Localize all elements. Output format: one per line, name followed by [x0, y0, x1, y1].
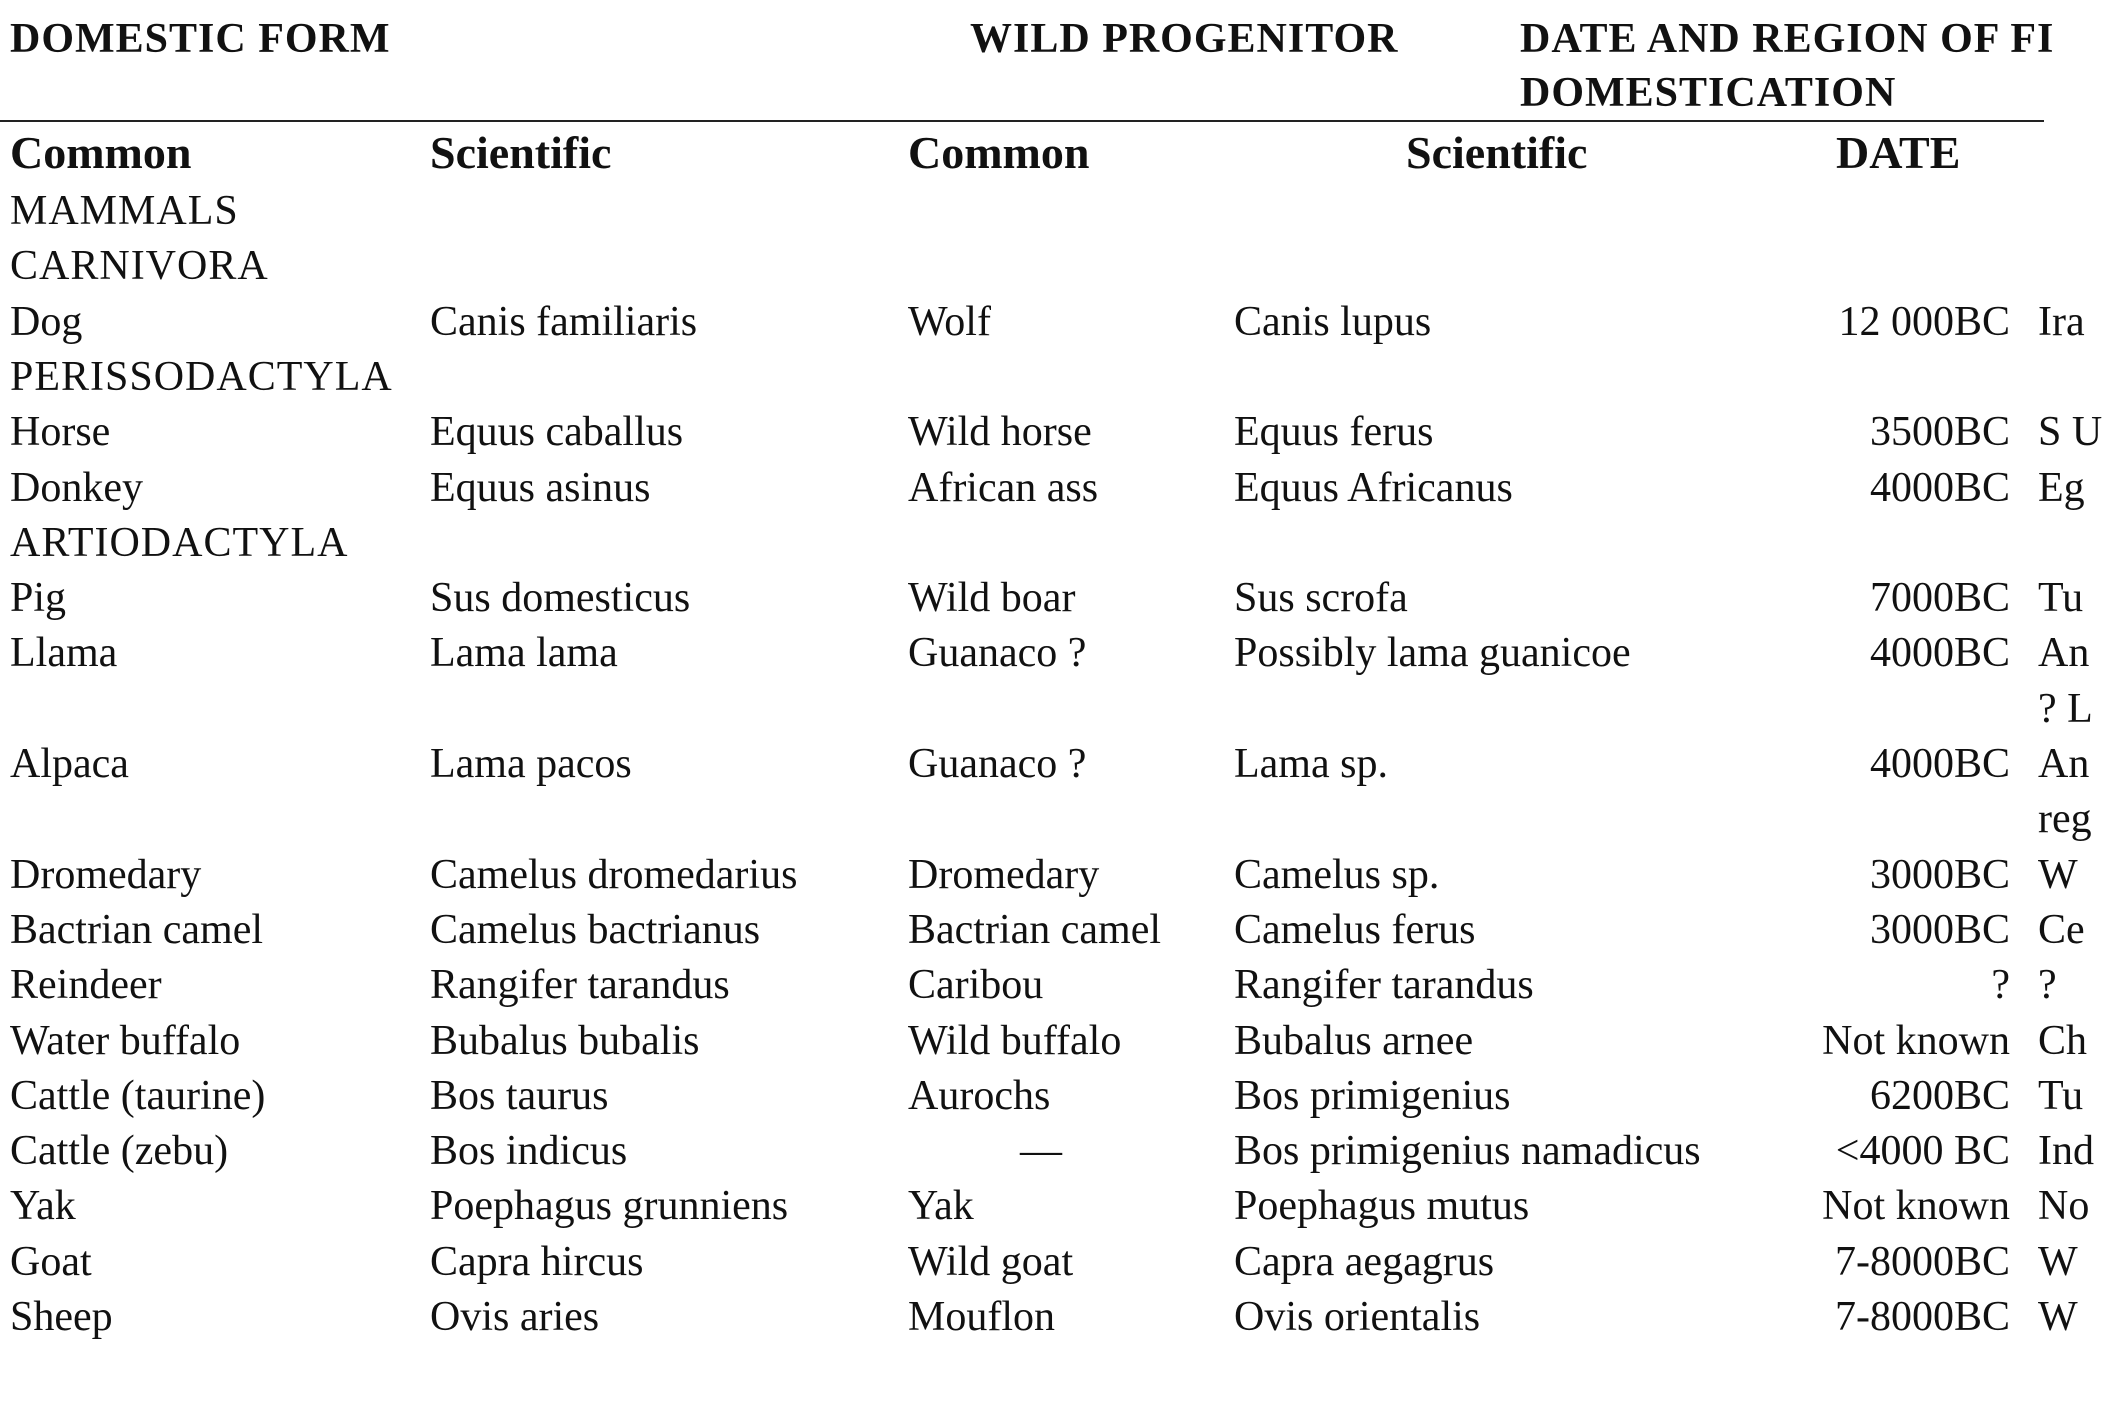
cell-region: W — [2038, 1294, 2078, 1340]
section-label: MAMMALS — [10, 188, 239, 234]
cell-wild-scientific-name: Possibly lama guanicoe — [1234, 630, 1631, 677]
cell-wild-common-name: Wolf — [908, 298, 991, 345]
section-label: CARNIVORA — [10, 243, 269, 290]
cell-scientific-name: Poephagus grunniens — [430, 1183, 789, 1230]
cell-common-name: Alpaca — [10, 741, 129, 787]
cell-scientific-name: Ovis aries — [430, 1294, 600, 1340]
cell-region: Ch — [2038, 1017, 2088, 1064]
cell-date: 7000BC — [1869, 575, 2010, 622]
cell-wild-scientific-name: Bos primigenius — [1234, 1072, 1511, 1119]
column-header-date: DATE — [1836, 127, 1961, 178]
cell-common-name: Cattle (zebu) — [10, 1128, 229, 1175]
cell-region: Eg — [2038, 464, 2085, 511]
cell-scientific-name: Lama lama — [430, 630, 618, 677]
cell-wild-common-name: Mouflon — [908, 1294, 1055, 1340]
cell-region: An — [2038, 741, 2090, 787]
cell-common-name: Bactrian camel — [10, 906, 264, 953]
cell-region-continued: ? L — [2038, 685, 2093, 732]
cell-common-name: Donkey — [10, 464, 143, 511]
cell-wild-common-name: Dromedary — [908, 851, 1100, 898]
cell-wild-scientific-name: Camelus sp. — [1234, 851, 1440, 898]
section-label: PERISSODACTYLA — [10, 353, 393, 400]
cell-common-name: Horse — [10, 409, 111, 456]
cell-region: Tu — [2038, 1072, 2084, 1119]
group-header-wild-progenitor: WILD PROGENITOR — [970, 16, 1399, 62]
cell-scientific-name: Sus domesticus — [430, 575, 691, 622]
cell-wild-scientific-name: Equus Africanus — [1234, 464, 1513, 511]
cell-date: Not known — [1822, 1017, 2010, 1064]
cell-wild-common-name: — — [1020, 1128, 1062, 1175]
cell-date: 4000BC — [1869, 630, 2010, 677]
cell-date: <4000 BC — [1835, 1128, 2010, 1175]
cell-scientific-name: Camelus bactrianus — [430, 906, 761, 953]
cell-date: 7-8000BC — [1834, 1238, 2010, 1285]
column-header-wild-scientific: Scientific — [1406, 127, 1588, 178]
cell-region: Ira — [2038, 298, 2085, 345]
cell-wild-scientific-name: Sus scrofa — [1234, 575, 1408, 622]
cell-date: 3000BC — [1869, 906, 2010, 953]
cell-wild-scientific-name: Capra aegagrus — [1234, 1238, 1495, 1285]
cell-region: No — [2038, 1183, 2090, 1230]
cell-wild-scientific-name: Rangifer tarandus — [1234, 962, 1534, 1009]
cell-wild-common-name: African ass — [908, 464, 1099, 511]
cell-common-name: Cattle (taurine) — [10, 1072, 266, 1119]
cell-common-name: Dog — [10, 298, 83, 345]
cell-region: Ind — [2038, 1128, 2094, 1175]
cell-common-name: Water buffalo — [10, 1017, 241, 1064]
cell-scientific-name: Equus asinus — [430, 464, 651, 511]
cell-wild-common-name: Wild horse — [908, 409, 1092, 456]
cell-scientific-name: Capra hircus — [430, 1238, 644, 1285]
column-header-wild-common: Common — [908, 127, 1090, 178]
cell-date: 4000BC — [1869, 741, 2010, 787]
group-header-date-region: DATE AND REGION OF FI — [1520, 16, 2055, 62]
cell-wild-scientific-name: Lama sp. — [1234, 741, 1388, 787]
cell-region: W — [2038, 1238, 2078, 1285]
cell-scientific-name: Lama pacos — [430, 741, 632, 787]
cell-wild-common-name: Guanaco ? — [908, 741, 1087, 787]
cell-date: 4000BC — [1869, 464, 2010, 511]
cell-region: Tu — [2038, 575, 2084, 622]
cell-date: Not known — [1822, 1183, 2010, 1230]
cell-wild-common-name: Yak — [908, 1183, 974, 1230]
cell-wild-common-name: Wild buffalo — [908, 1017, 1122, 1064]
cell-common-name: Reindeer — [10, 962, 162, 1009]
cell-common-name: Yak — [10, 1183, 76, 1230]
cell-wild-scientific-name: Canis lupus — [1234, 298, 1432, 345]
cell-wild-common-name: Caribou — [908, 962, 1044, 1009]
column-header-common: Common — [10, 127, 192, 178]
cell-common-name: Goat — [10, 1238, 92, 1285]
section-label: ARTIODACTYLA — [10, 519, 349, 566]
cell-common-name: Llama — [10, 630, 118, 677]
cell-date: 3000BC — [1869, 851, 2010, 898]
header-rule — [0, 120, 2044, 122]
cell-wild-scientific-name: Poephagus mutus — [1234, 1183, 1530, 1230]
cell-wild-common-name: Aurochs — [908, 1072, 1051, 1119]
cell-scientific-name: Bos indicus — [430, 1128, 628, 1175]
cell-region: ? — [2038, 962, 2057, 1009]
cell-region-continued: reg — [2038, 796, 2092, 843]
cell-scientific-name: Canis familiaris — [430, 298, 698, 345]
group-header-domestication: DOMESTICATION — [1520, 70, 1897, 116]
cell-wild-common-name: Guanaco ? — [908, 630, 1087, 677]
cell-wild-scientific-name: Equus ferus — [1234, 409, 1434, 456]
cell-region: S U — [2038, 409, 2102, 456]
cell-date: 6200BC — [1869, 1072, 2010, 1119]
cell-wild-scientific-name: Bubalus arnee — [1234, 1017, 1474, 1064]
cell-common-name: Dromedary — [10, 851, 202, 898]
cell-date: 3500BC — [1869, 409, 2010, 456]
cell-region: W — [2038, 851, 2078, 898]
cell-scientific-name: Bubalus bubalis — [430, 1017, 700, 1064]
cell-region: An — [2038, 630, 2090, 677]
cell-common-name: Sheep — [10, 1294, 113, 1340]
cell-wild-scientific-name: Bos primigenius namadicus — [1234, 1128, 1701, 1175]
cell-common-name: Pig — [10, 575, 67, 622]
cell-wild-scientific-name: Ovis orientalis — [1234, 1294, 1481, 1340]
cell-date: ? — [1991, 962, 2010, 1009]
cell-scientific-name: Camelus dromedarius — [430, 851, 798, 898]
cell-scientific-name: Bos taurus — [430, 1072, 609, 1119]
cell-wild-scientific-name: Camelus ferus — [1234, 906, 1476, 953]
cell-wild-common-name: Wild boar — [908, 575, 1076, 622]
group-header-domestic-form: DOMESTIC FORM — [10, 16, 391, 62]
column-header-scientific: Scientific — [430, 127, 612, 178]
cell-wild-common-name: Bactrian camel — [908, 906, 1162, 953]
cell-scientific-name: Rangifer tarandus — [430, 962, 730, 1009]
cell-region: Ce — [2038, 906, 2085, 953]
cell-scientific-name: Equus caballus — [430, 409, 684, 456]
cell-wild-common-name: Wild goat — [908, 1238, 1074, 1285]
cell-date: 7-8000BC — [1834, 1294, 2010, 1340]
cell-date: 12 000BC — [1838, 298, 2010, 345]
